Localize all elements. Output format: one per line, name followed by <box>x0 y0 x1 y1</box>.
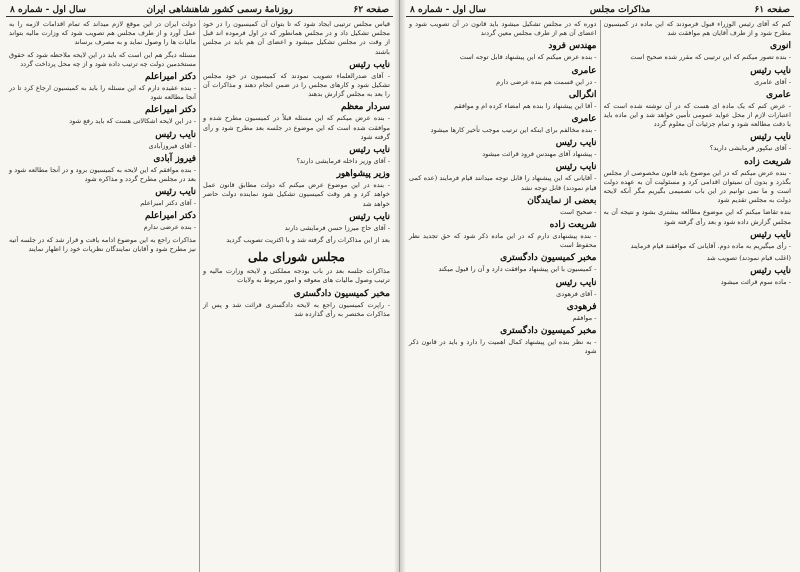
speaker-name: نایب رئیس <box>555 162 597 173</box>
publication-title: روزنامهٔ رسمی کشور شاهنشاهی ایران <box>146 5 293 15</box>
speaker-name: نایب رئیس <box>750 229 791 240</box>
paragraph: کنم که آقای رئیس الوزراء قبول فرمودند که این ماده در کمیسیون مطرح شود و از طرف آقایان هم موافقت شد <box>603 20 791 38</box>
paragraph: - بنده پیشنهادی دارم که در این ماده ذکر شود که حق تجدید نظر محفوظ است <box>409 232 597 250</box>
paragraph: - آقای حاج میرزا حسن فرمایشی دارند <box>284 223 390 232</box>
speaker-name: نایب رئیس <box>555 138 597 149</box>
speaker-name: دکتر امیراعلم <box>145 72 196 83</box>
speaker-name: نایب رئیس <box>555 277 597 288</box>
columns <box>406 20 794 572</box>
speaker-name: بعضی از نمایندگان <box>527 195 597 206</box>
paragraph: - در این قسمت هم بنده عرضی دارم <box>496 77 597 86</box>
paragraph: قیاس مجلس ترتیبی ایجاد شود که تا بتوان آن کمیسیون را در خود مجلس تشکیل داد و در مجلس همانطور که در اول فرموده اند قبل از وقت در مجلس تشکیل میشود و اعضای آن هم باید در مجلس باشند <box>203 20 390 56</box>
paragraph: - کمیسیون با این پیشنهاد موافقت دارد و آن را قبول میکند <box>438 265 597 274</box>
right-page <box>400 0 800 572</box>
paragraph: - پیشنهاد آقای مهندس فرود قرائت میشود <box>482 150 597 159</box>
paragraph: - آقای دکتر امیراعلم <box>140 199 196 208</box>
speaker-name: نایب رئیس <box>349 145 390 156</box>
page-number: صفحه ۶۱ <box>754 5 790 15</box>
paragraph: (اغلب قیام نمودند) تصویب شد <box>706 254 791 263</box>
speaker-name: دکتر امیراعلم <box>145 211 196 222</box>
paragraph: دوره که در مجلس تشکیل میشود باید قانون در آن تصویب شود و اعضای آن هم از طرف مجلس معین گردند <box>409 20 597 38</box>
speaker-name: مهندس فرود <box>548 41 597 52</box>
page-header <box>6 4 393 17</box>
speaker-name: وزیر پیشواهور <box>336 169 390 180</box>
speaker-name: شریعت زاده <box>549 220 597 231</box>
paragraph: - بنده تصور میکنم که این ترتیبی که مقرر شده صحیح است <box>630 53 791 62</box>
paragraph: - صحیح است <box>560 207 597 216</box>
paragraph: - آقای نیکپور فرمایشی دارید؟ <box>709 144 791 153</box>
columns <box>6 20 393 572</box>
speaker-name: نایب رئیس <box>750 65 791 76</box>
speaker-name: سردار معظم <box>340 102 390 113</box>
speaker-name: انوری <box>769 41 791 52</box>
speaker-name: شریعت زاده <box>744 156 791 167</box>
speaker-name: فرهودی <box>566 301 597 312</box>
paragraph: - آقای صدرالعلماء تصویب نمودند که کمیسیون در خود مجلس تشکیل شود و کارهای مجلس را در ضمن انجام دهند و مذاکرات آن را بعد به مجلس گزارش بدهند <box>203 71 390 99</box>
paragraph: - بنده عرض میکنم که در این موضوع باید قانون مخصوصی از مجلس بگذرد و بدون آن نمیتوان اقدامی کرد و مسئولیت آن به عهده دولت است و ما نمی توانیم در این باب تصمیمی بگیریم مگر آنکه لایحه دولت به مجلس تقدیم شود <box>603 168 791 205</box>
paragraph: - آقای وزیر داخله فرمایشی دارند؟ <box>296 157 390 166</box>
column <box>6 20 200 572</box>
paragraph: - موافقم <box>572 313 597 322</box>
speaker-name: دکتر امیراعلم <box>145 105 196 116</box>
speaker-name: نایب رئیس <box>155 129 196 140</box>
paragraph: - بنده موافقم که این لایحه به کمیسیون برود و در آنجا مطالعه شود و بعد در مجلس مطرح گردد و مذاکره شود <box>9 165 196 184</box>
speaker-name: عامری <box>766 89 791 100</box>
speaker-name: نایب رئیس <box>155 187 196 198</box>
paragraph: - آقای فیروزآبادی <box>148 141 196 150</box>
speaker-name: نایب رئیس <box>349 59 390 70</box>
paragraph: دولت ایران در این موقع لازم میداند که تمام اقدامات لازمه را به عمل آورد و از طرف مجلس هم تصویب شود که وزارت مالیه بتواند مالیات ها را وصول نماید و به مصرف برساند <box>9 20 196 47</box>
paragraph: - بنده عرض میکنم که این پیشنهاد قابل توجه است <box>459 53 597 62</box>
paragraph: - بنده عرضی ندارم <box>143 223 196 232</box>
column <box>200 20 393 572</box>
paragraph: - عرض کنم که یک ماده ای هست که در آن نوشته شده است که اعتبارات لازم از محل عواید عمومی تأمین خواهد شد و این ماده باید با دقت مطالعه شود و تمام جزئیات آن معلوم گردد <box>603 101 791 129</box>
page-gutter <box>394 0 406 572</box>
speaker-name: عامری <box>571 114 597 125</box>
paragraph: - بنده عرض میکنم که این مسئله قبلاً در کمیسیون مطرح شده و موافقت شده است که این موضوع در جلسه بعد مطرح شود و رأی گرفته شود <box>203 114 390 141</box>
paragraph: - آقای عامری <box>754 77 791 86</box>
paragraph: - راپرت کمیسیون راجع به لایحه دادگستری قرائت شد و پس از مذاکرات مختصر به رأی گذارده شد <box>203 300 390 318</box>
paragraph: - بنده مخالفم برای اینکه این ترتیب موجب تأخیر کارها میشود <box>430 126 597 135</box>
paragraph: مذاکرات جلسه بعد در باب بودجه مملکتی و لایحه وزارت مالیه و ترتیب وصول مالیات های معوقه و امور مربوط به ولایات <box>203 267 390 285</box>
page-number: صفحه ۶۲ <box>353 5 389 15</box>
publication-title: مذاکرات مجلس <box>589 5 651 15</box>
issue-info: سال اول - شماره ۸ <box>410 5 486 15</box>
column <box>601 20 795 572</box>
speaker-name: فیروز آبادی <box>153 153 196 164</box>
paragraph: - بنده در این موضوع عرض میکنم که دولت مطابق قانون عمل خواهد کرد و هر وقت کمیسیون تشکیل شود نماینده دولت حاضر خواهد شد <box>203 181 390 208</box>
paragraph: - ماده سوم قرائت میشود <box>720 278 791 287</box>
paragraph: - آقای فرهودی <box>556 289 597 298</box>
speaker-name: نایب رئیس <box>750 266 791 277</box>
speaker-name: مخبر کمیسیون دادگستری <box>293 288 390 299</box>
speaker-name: عامری <box>571 65 597 76</box>
paragraph: - به نظر بنده این پیشنهاد کمال اهمیت را دارد و باید در قانون ذکر شود <box>409 338 597 356</box>
paragraph: مذاکرات راجع به این موضوع ادامه یافت و قرار شد که در جلسه آتیه نیز مطرح شود و آقایان نمایندگان نظریات خود را اظهار نمایند <box>9 235 196 253</box>
paragraph: - آقا این پیشنهاد را بنده هم امضاء کرده ام و موافقم <box>454 101 597 110</box>
paragraph: مسئله دیگر هم این است که باید در این لایحه ملاحظه شود که حقوق مستخدمین دولت چه ترتیب داده شود و از چه محل پرداخت گردد <box>9 50 196 68</box>
column <box>406 20 601 572</box>
page-header <box>406 4 794 17</box>
speaker-name: مخبر کمیسیون دادگستری <box>500 326 597 337</box>
speaker-name: مخبر کمیسیون دادگستری <box>500 253 597 264</box>
speaker-name: نایب رئیس <box>349 211 390 222</box>
issue-info: سال اول - شماره ۸ <box>10 5 86 15</box>
paragraph: - بنده عقیده دارم که این مسئله را باید به کمیسیون ارجاع کرد تا در آنجا مطالعه شود <box>9 84 196 102</box>
paragraph: بنده تقاضا میکنم که این موضوع مطالعه بیشتری بشود و نتیجه آن به مجلس گزارش داده شود و بعد رأی گرفته شود <box>603 208 791 226</box>
speaker-name: انگرالی <box>568 89 597 100</box>
paragraph: - رأی میگیریم به ماده دوم. آقایانی که موافقند قیام فرمایند <box>630 241 791 250</box>
paragraph: - در این لایحه اشکالاتی هست که باید رفع شود <box>69 117 196 126</box>
paragraph: - آقایانی که این پیشنهاد را قابل توجه میدانند قیام فرمایند (عده کمی قیام نمودند) قابل توجه نشد <box>409 174 597 192</box>
section-heading: مجلس شورای ملی <box>248 250 345 265</box>
speaker-name: نایب رئیس <box>750 132 791 143</box>
paragraph: بعد از این مذاکرات رأی گرفته شد و با اکثریت تصویب گردید <box>226 236 390 245</box>
